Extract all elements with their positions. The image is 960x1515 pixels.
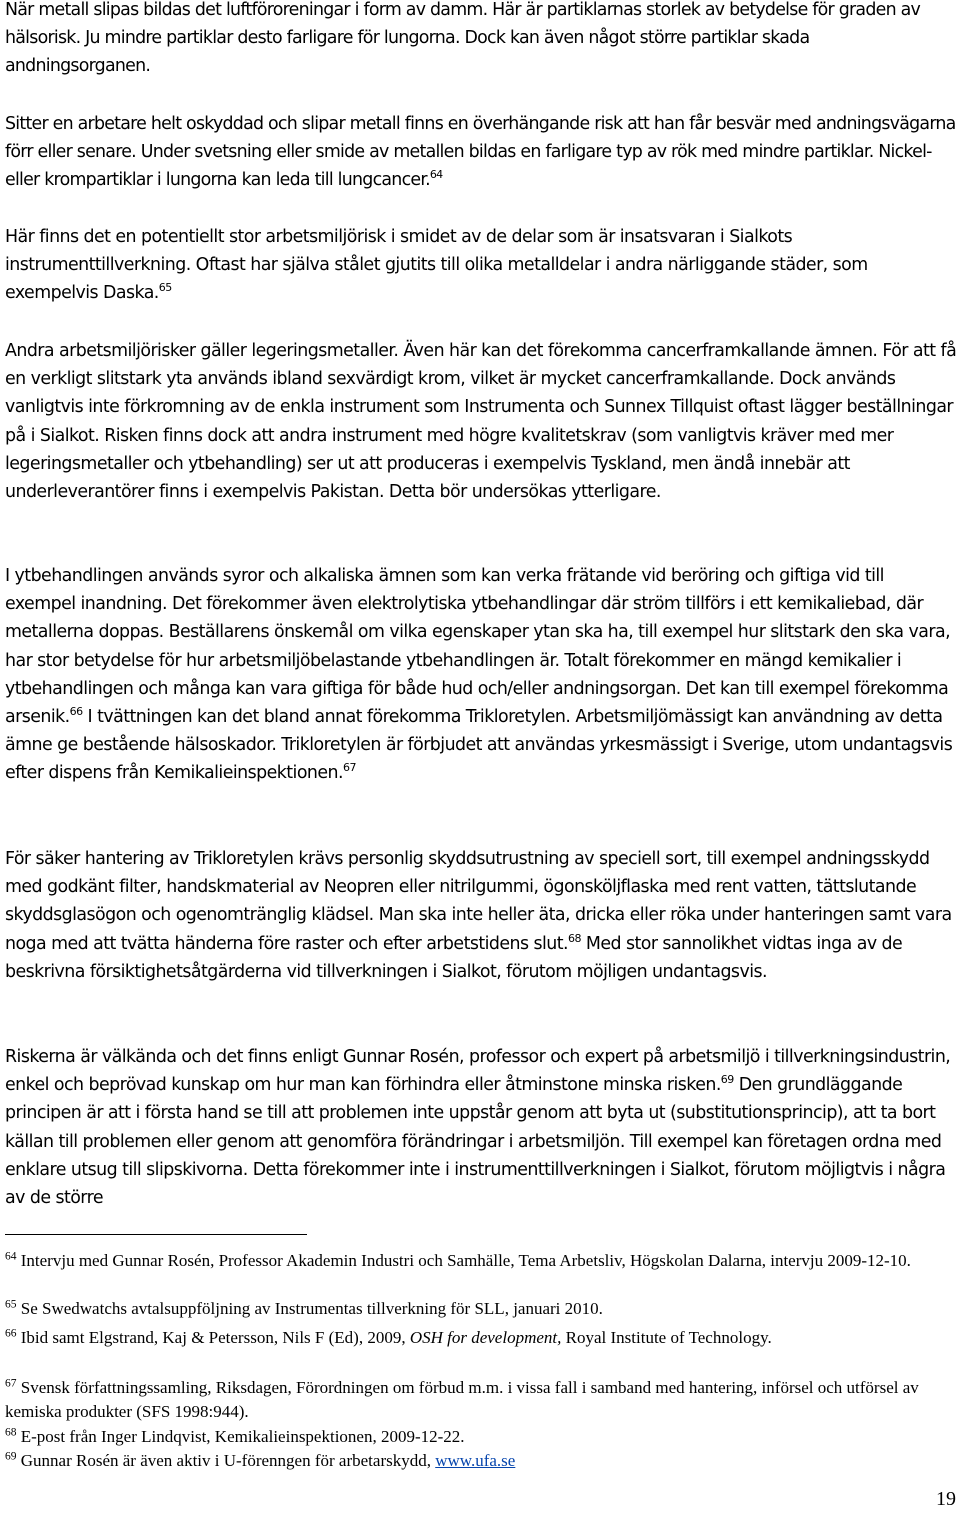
footnote-65 — [5, 1297, 957, 1321]
footnote-text-after: Royal Institute of Technology. — [561, 1328, 772, 1347]
footnote-68 — [5, 1425, 957, 1449]
footnote-number: 66 — [5, 1327, 17, 1340]
paragraph-forging-risk-text: Här finns det en potentiellt stor arbetsmiljörisk i smidet av de delar som är insatsvaran i Sialkots instrumenttillverkning. Oftast har själva stålet gjutits till olika metalldelar i andra närliggande städer, som exempelvis Daska. — [5, 227, 868, 304]
footnote-italic-title: OSH for development, — [409, 1328, 562, 1347]
footnote-text: Intervju med Gunnar Rosén, Professor Akademin Industri och Samhälle, Tema Arbetsliv, Högskolan Dalarna, intervju 2009-12-10. — [20, 1251, 911, 1270]
footnote-69 — [5, 1449, 957, 1473]
footnote-separator — [5, 1234, 307, 1235]
paragraph-alloy-metals — [5, 337, 957, 506]
paragraph-dust-text: När metall slipas bildas det luftföroreningar i form av damm. Här är partiklarnas storlek av betydelse för graden av hälsorisk. Ju mindre partiklar desto farligare för lungorna. Dock kan även något större partiklar skada andningsorganen. — [5, 0, 921, 77]
footnote-ref-69[interactable]: 69 — [720, 1073, 734, 1087]
paragraph-safe-handling — [5, 845, 957, 986]
paragraph-surface-treatment — [5, 562, 957, 788]
footnote-text: Gunnar Rosén är även aktiv i U-förenngen för arbetarskydd, — [20, 1451, 436, 1470]
footnote-text: Se Swedwatchs avtalsuppföljning av Instrumentas tillverkning för SLL, januari 2010. — [20, 1299, 603, 1318]
footnote-ref-67[interactable]: 67 — [343, 761, 356, 775]
paragraph-exposed-worker — [5, 110, 957, 195]
footnote-text: Svensk författningssamling, Riksdagen, Förordningen om förbud m.m. i vissa fall i samband med hantering, införsel och utförsel av kemiska produkter (SFS 1998:944). — [5, 1378, 919, 1421]
footnote-ref-66[interactable]: 66 — [69, 705, 83, 719]
footnote-66 — [5, 1326, 957, 1350]
footnote-ref-64[interactable]: 64 — [429, 168, 443, 182]
footnote-number: 67 — [5, 1377, 17, 1390]
paragraph-exposed-worker-text: Sitter en arbetare helt oskyddad och slipar metall finns en överhängande risk att han får besvär med andningsvägarna förr eller senare. — [5, 114, 956, 163]
footnote-64 — [5, 1249, 957, 1273]
paragraph-alloy-metals-text: Andra arbetsmiljörisker gäller legeringsmetaller. Även här kan det förekomma cancerframkallande ämnen. För att få en verkligt slitstark yta används ibland sexvärdigt krom, vilket är mycket cancerframkallande. Dock används vanligtvis inte förkromning av de enkla instrument som Instrumenta och Sunnex Tillquist oftast lägger beställningar på i Sialkot. Risken finns dock att andra instrument med högre kvalitetskrav (som vanligtvis kräver med mer legeringsmetaller och ytbehandling) ser ut att produceras i exempelvis Tyskland, men ändå innebär att underleverantörer finns i exempelvis Pakistan. Detta bör undersökas ytterligare. — [5, 341, 957, 503]
footnote-text: Ibid samt Elgstrand, Kaj & Petersson, Nils F (Ed), 2009, — [20, 1328, 410, 1347]
paragraph-risks-known — [5, 1043, 957, 1212]
paragraph-risks-known-text: Riskerna är välkända och det finns enligt Gunnar Rosén, professor och expert på arbetsmiljö i tillverkningsindustrin, enkel och beprövad kunskap om hur man kan förhindra eller åtminstone minska risken. — [5, 1047, 951, 1096]
footnote-number: 68 — [5, 1426, 17, 1439]
paragraph-forging-risk — [5, 223, 957, 308]
footnote-ref-68[interactable]: 68 — [568, 931, 581, 945]
footnote-text: E-post från Inger Lindqvist, Kemikalieinspektionen, 2009-12-22. — [20, 1427, 465, 1446]
paragraph-welding-text: Under svetsning eller smide av metallen bildas en farligare typ av rök med mindre partiklar. Nickel- eller krompartiklar i lungorna kan leda till lungcancer. — [5, 142, 932, 191]
footnote-number: 64 — [5, 1250, 17, 1263]
page-number: 19 — [936, 1488, 956, 1510]
footnote-ref-65[interactable]: 65 — [158, 281, 172, 295]
paragraph-dust — [5, 0, 957, 81]
paragraph-basic-principle-text: Den grundläggande principen är att i första hand se till att problemen inte uppstår genom att byta ut (substitutionsprincip), att ta bort källan till problemen eller genom att genomföra förändringar i arbetsmiljön. Till exempel kan företagen ordna med enklare utsug till slipskivorna. Detta förekommer inte i instrumenttillverkningen i Sialkot, förutom möjligtvis i några av de större — [5, 1075, 946, 1209]
ufa-link[interactable]: www.ufa.se — [435, 1451, 516, 1470]
footnote-number: 65 — [5, 1298, 17, 1311]
paragraph-sialkot-precautions-text: Med stor sannolikhet vidtas inga av de beskrivna försiktighetsåtgärderna vid tillverkningen i Sialkot, förutom möjligen undantagsvis. — [5, 933, 903, 982]
footnote-67 — [5, 1376, 957, 1424]
paragraph-safe-handling-text: För säker hantering av Trikloretylen krävs personlig skyddsutrustning av speciell sort, till exempel andningsskydd med godkänt filter, handskmaterial av Neopren eller nitrilgummi, ögonsköljflaska med rent vatten, tättslutande skyddsglasögon och ogenomtränglig klädsel. Man ska inte heller äta, dricka eller röka under hanteringen samt vara noga med att tvätta händerna före raster och efter arbetstidens slut. — [5, 849, 952, 954]
footnote-number: 69 — [5, 1450, 17, 1463]
paragraph-surface-treatment-text: I ytbehandlingen används syror och alkaliska ämnen som kan verka frätande vid beröring och giftiga vid till exempel inandning. Det förekommer även elektrolytiska ytbehandlingar där ström tillförs i ett kemikaliebad, där metallerna doppas. Beställarens önskemål om vilka egenskaper ytan ska ha, till exempel hur slitstark den ska vara, har stor betydelse för hur arbetsmiljöbelastande ytbehandlingen är. Totalt förekommer en mängd kemikalier i ytbehandlingen och många kan vara giftiga för både hud och/eller andningsorgan. Det kan till exempel förekomma arsenik. — [5, 566, 951, 728]
paragraph-trichloroethylene-text: I tvättningen kan det bland annat förekomma Trikloretylen. Arbetsmiljömässigt kan användning av detta ämne ge bestående hälsoskador. Trikloretylen är förbjudet att användas yrkesmässigt i Sverige, utom undantagsvis efter dispens från Kemikalieinspektionen. — [5, 707, 953, 784]
